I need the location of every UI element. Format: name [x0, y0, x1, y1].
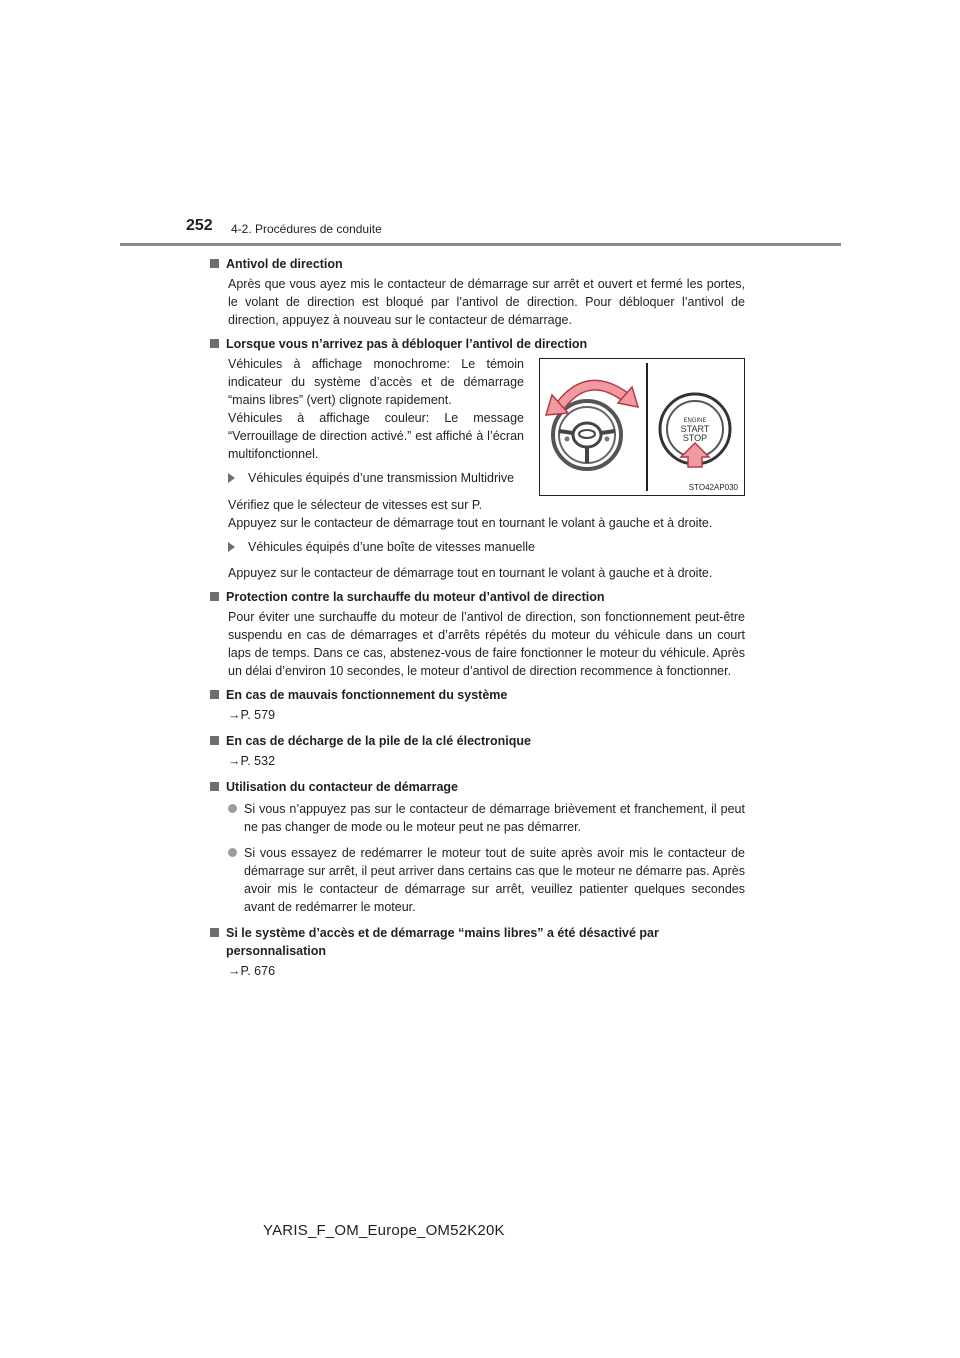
page-reference-link[interactable]: →P. 579: [228, 708, 276, 722]
section-steering-lock: [210, 255, 745, 329]
document-footer: YARIS_F_OM_Europe_OM52K20K: [263, 1222, 505, 1239]
section-square-icon: [210, 592, 219, 601]
page-reference-link[interactable]: →P. 532: [228, 754, 276, 768]
section-square-icon: [210, 782, 219, 791]
section-title: Antivol de direction: [226, 257, 343, 271]
triangle-bullet-icon: [228, 542, 242, 552]
figure-code: STO42AP030: [688, 483, 738, 492]
button-label-1: ENGINE: [683, 418, 707, 424]
section-title: Utilisation du contacteur de démarrage: [226, 780, 458, 794]
section-title: En cas de mauvais fonctionnement du système: [226, 688, 508, 702]
section-square-icon: [210, 259, 219, 268]
section-title: Lorsque vous n’arrivez pas à débloquer l’antivol de direction: [226, 337, 588, 351]
steering-start-button-illustration: [539, 358, 745, 496]
illustration-svg: [540, 359, 744, 495]
list-item: Véhicules équipés d’une boîte de vitesses manuelle: [228, 538, 745, 556]
list-item: Véhicules équipés d’une transmission Multidrive: [228, 469, 524, 487]
circle-bullet-icon: [228, 848, 237, 857]
section-malfunction: [210, 686, 745, 724]
page-reference-link[interactable]: →P. 676: [228, 964, 276, 978]
section-square-icon: [210, 690, 219, 699]
paragraph: Après que vous ayez mis le contacteur de démarrage sur arrêt et ouvert et fermé les portes, le volant de direction est bloqué par l’antivol de direction. Pour débloquer l’antivol de direction, appuyez à nouveau sur le contacteur de démarrage.: [228, 277, 745, 327]
section-square-icon: [210, 928, 219, 937]
section-overheat-protection: [210, 588, 745, 680]
section-square-icon: [210, 339, 219, 348]
header-rule: [120, 243, 841, 246]
paragraph: Vérifiez que le sélecteur de vitesses est sur P.: [228, 498, 483, 512]
page-content: [210, 255, 745, 988]
section-title: Si le système d’accès et de démarrage “mains libres” a été désactivé par personnalisation: [226, 926, 659, 958]
chapter-title: 4-2. Procédures de conduite: [231, 222, 382, 236]
paragraph: Véhicules à affichage couleur: Le message “Verrouillage de direction activé.” est affiché à l’écran multifonctionnel.: [228, 411, 524, 461]
paragraph: Pour éviter une surchauffe du moteur de l’antivol de direction, son fonctionnement peut-être suspendu en cas de démarrages et d’arrêts répétés du moteur du véhicule dans un court laps de temps. Dans ce cas, abstenez-vous de faire fonctionner le moteur du véhicule. Après un délai d’environ 10 secondes, le moteur d’antivol de direction recommence à fonctionner.: [228, 610, 745, 678]
page-number: 252: [186, 217, 213, 234]
button-label-3: STOP: [682, 433, 708, 443]
section-customization: [210, 924, 745, 980]
button-label-2: START: [680, 424, 710, 434]
paragraph: Véhicules à affichage monochrome: Le témoin indicateur du système d’accès et de démarrage “mains libres” (vert) clignote rapidement.: [228, 357, 524, 407]
triangle-bullet-icon: [228, 473, 242, 483]
section-square-icon: [210, 736, 219, 745]
section-title: En cas de décharge de la pile de la clé électronique: [226, 734, 531, 748]
paragraph: Appuyez sur le contacteur de démarrage tout en tournant le volant à gauche et à droite.: [228, 566, 713, 580]
list-item: Si vous essayez de redémarrer le moteur tout de suite après avoir mis le contacteur de démarrage sur arrêt, il peut arriver dans certains cas que le moteur ne démarre pas. Après avoir mis le contacteur de démarrage sur arrêt, veuillez patienter quelques secondes avant de redémarrer le moteur.: [228, 844, 745, 916]
section-key-battery: [210, 732, 745, 770]
paragraph: Appuyez sur le contacteur de démarrage tout en tournant le volant à gauche et à droite.: [228, 516, 713, 530]
section-unlock-failure: [210, 335, 745, 582]
circle-bullet-icon: [228, 804, 237, 813]
section-start-switch-use: [210, 778, 745, 916]
section-title: Protection contre la surchauffe du moteur d’antivol de direction: [226, 590, 605, 604]
list-item: Si vous n’appuyez pas sur le contacteur de démarrage brièvement et franchement, il peut ne pas changer de mode ou le moteur peut ne pas démarrer.: [228, 800, 745, 836]
